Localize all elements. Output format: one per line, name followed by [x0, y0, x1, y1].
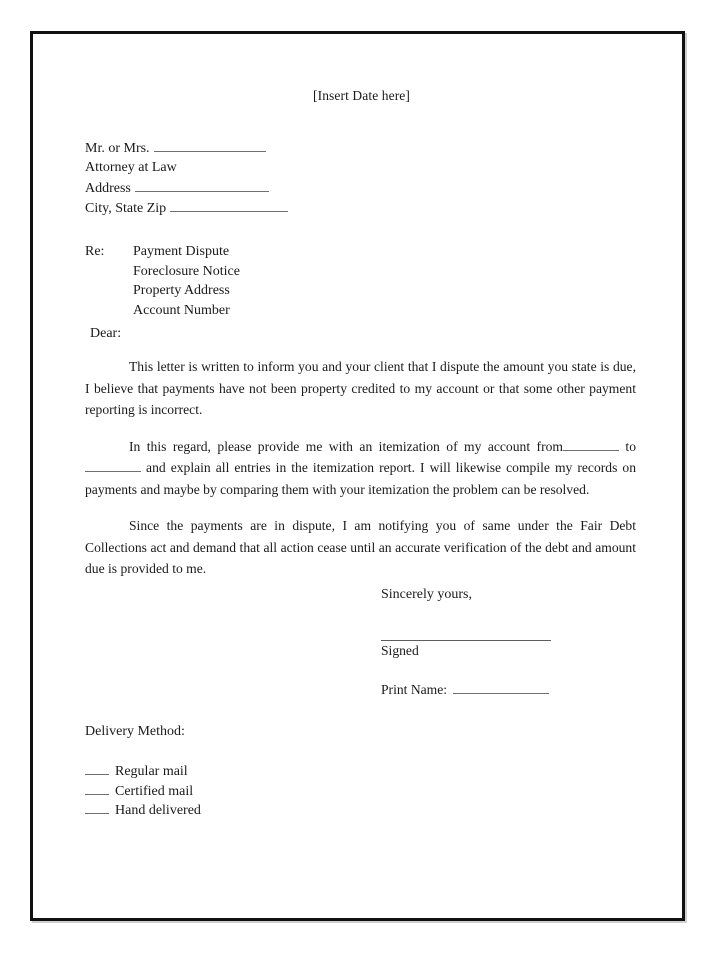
subject-item: Foreclosure Notice: [133, 263, 240, 279]
print-name-label: Print Name:: [381, 682, 448, 698]
print-name-blank[interactable]: [453, 681, 549, 694]
delivery-option-regular-mail: [85, 762, 201, 782]
delivery-method-block: [85, 724, 201, 821]
recipient-address-blank[interactable]: [135, 178, 269, 192]
delivery-checkbox-regular-mail[interactable]: [85, 762, 109, 775]
delivery-option-certified-mail: [85, 782, 201, 802]
delivery-option-label: Hand delivered: [115, 803, 201, 818]
date-placeholder-text: [Insert Date here]: [313, 88, 410, 103]
recipient-city-blank[interactable]: [170, 198, 288, 212]
subject-item: Account Number: [133, 302, 230, 318]
signature-line[interactable]: [381, 640, 551, 641]
delivery-checkbox-hand-delivered[interactable]: [85, 801, 109, 814]
document-page-frame: [30, 31, 685, 921]
recipient-address-block: [85, 138, 288, 219]
recipient-city-row: [85, 198, 288, 218]
itemization-from-date-blank[interactable]: [563, 438, 619, 451]
delivery-method-title: Delivery Method:: [85, 724, 185, 739]
subject-label: Re:: [85, 244, 105, 259]
body-paragraph-itemization-request: [85, 436, 636, 501]
recipient-name-blank[interactable]: [154, 138, 266, 152]
recipient-title-label: Attorney at Law: [85, 160, 177, 176]
letter-body: [85, 356, 636, 580]
body-paragraph-dispute-statement: [85, 356, 636, 421]
delivery-option-label: Certified mail: [115, 783, 194, 799]
paragraph-text-part-1: In this regard, please provide me with an itemization of my account from: [129, 438, 563, 454]
subject-item: Payment Dispute: [133, 244, 230, 259]
date-line: [33, 88, 682, 104]
delivery-checkbox-certified-mail[interactable]: [85, 782, 109, 795]
recipient-city-label: City, State Zip: [85, 201, 167, 217]
signed-label: Signed: [381, 643, 419, 658]
letter-sheet: [33, 34, 682, 918]
paragraph-text-part-3: and explain all entries in the itemization report. I will likewise compile my records on payments and maybe by comparing them with your itemization the problem can be resolved.: [85, 460, 636, 497]
delivery-option-hand-delivered: [85, 801, 201, 821]
print-name-row: [381, 681, 551, 698]
delivery-option-label: Regular mail: [115, 764, 188, 779]
itemization-to-date-blank[interactable]: [85, 459, 141, 472]
subject-item: Property Address: [133, 283, 230, 298]
paragraph-text-part-2: to: [625, 438, 636, 454]
closing-block: [381, 587, 551, 698]
recipient-address-row: [85, 178, 288, 198]
recipient-title-row: [85, 158, 288, 178]
recipient-name-row: [85, 138, 288, 158]
salutation: Dear:: [90, 326, 122, 341]
body-paragraph-cease-action-demand: [85, 515, 636, 580]
subject-block: [85, 242, 240, 320]
recipient-name-label: Mr. or Mrs.: [85, 140, 150, 156]
valediction: Sincerely yours,: [381, 587, 472, 602]
recipient-address-label: Address: [85, 180, 131, 196]
paragraph-text: Since the payments are in dispute, I am notifying you of same under the Fair Debt Collections act and demand that all action cease until an accurate verification of the debt and amount due is provided to me.: [85, 518, 636, 576]
paragraph-text: This letter is written to inform you and your client that I dispute the amount you state is due, I believe that payments have not been property credited to my account or that some other payment reporting is incorrect.: [85, 359, 636, 417]
subject-item-list: [133, 242, 240, 320]
